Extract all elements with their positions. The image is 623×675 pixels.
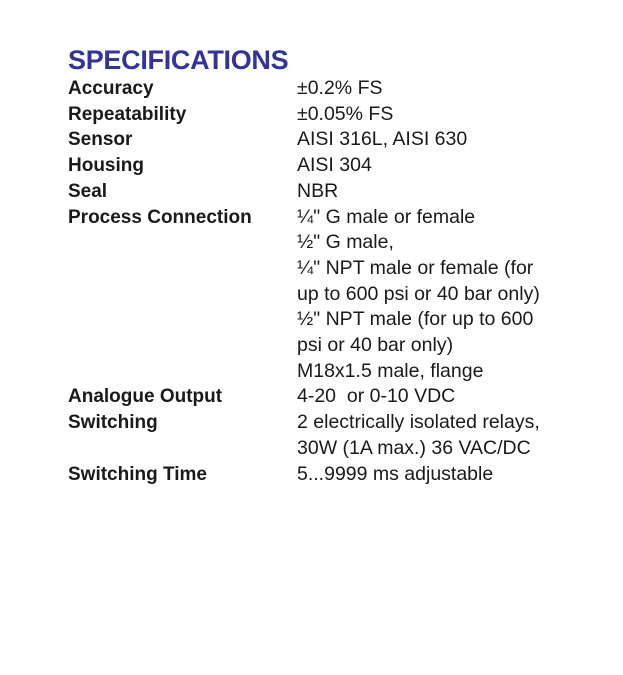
spec-value [297, 179, 588, 205]
spec-value-line: 2 electrically isolated relays, [297, 411, 540, 434]
spec-value [297, 384, 588, 410]
spec-label: Switching [68, 412, 158, 434]
spec-label: Seal [68, 180, 108, 202]
spec-value [297, 102, 588, 128]
spec-value-line: 4-20 or 0-10 VDC [297, 385, 456, 408]
spec-row-accuracy [68, 76, 588, 102]
spec-value-line: 30W (1A max.) 36 VAC/DC [297, 436, 531, 459]
spec-value-line: 5...9999 ms adjustable [297, 462, 494, 485]
spec-value [297, 462, 588, 488]
spec-value-line: ¼" G male or female [297, 205, 476, 228]
spec-label: Sensor [68, 129, 133, 151]
spec-value-line: NBR [297, 179, 339, 202]
spec-value [297, 410, 588, 461]
spec-value-line: psi or 40 bar only) [297, 334, 454, 357]
spec-label: Switching Time [68, 463, 208, 485]
spec-value-line: up to 600 psi or 40 bar only) [297, 282, 540, 305]
spec-value [297, 153, 588, 179]
spec-table [68, 76, 588, 487]
spec-value-line: ±0.2% FS [297, 77, 383, 99]
spec-value-line: M18x1.5 male, flange [297, 359, 484, 382]
spec-value-line: ¼" NPT male or female (for [297, 256, 534, 279]
spec-label: Repeatability [68, 103, 187, 125]
specifications-title: SPECIFICATIONS [68, 45, 289, 75]
spec-label: Process Connection [68, 206, 252, 228]
spec-row-repeatability [68, 102, 588, 128]
spec-row-process-connection [68, 205, 588, 385]
spec-row-switching-time [68, 462, 588, 488]
spec-row-seal [68, 179, 588, 205]
spec-value-line: ½" NPT male (for up to 600 [297, 308, 534, 331]
spec-value [297, 76, 588, 102]
spec-value-line: ±0.05% FS [297, 102, 394, 125]
spec-label: Analogue Output [68, 386, 223, 408]
spec-row-sensor [68, 127, 588, 153]
spec-row-housing [68, 153, 588, 179]
spec-value [297, 205, 588, 385]
spec-value-line: AISI 304 [297, 154, 372, 177]
spec-label: Housing [68, 155, 144, 177]
spec-row-switching [68, 410, 588, 461]
spec-value-line: AISI 316L, AISI 630 [297, 128, 468, 151]
spec-value-line: ½" G male, [297, 231, 394, 254]
spec-row-analogue-output [68, 384, 588, 410]
spec-value [297, 127, 588, 153]
spec-label: Accuracy [68, 78, 154, 99]
specifications-section [68, 44, 588, 487]
